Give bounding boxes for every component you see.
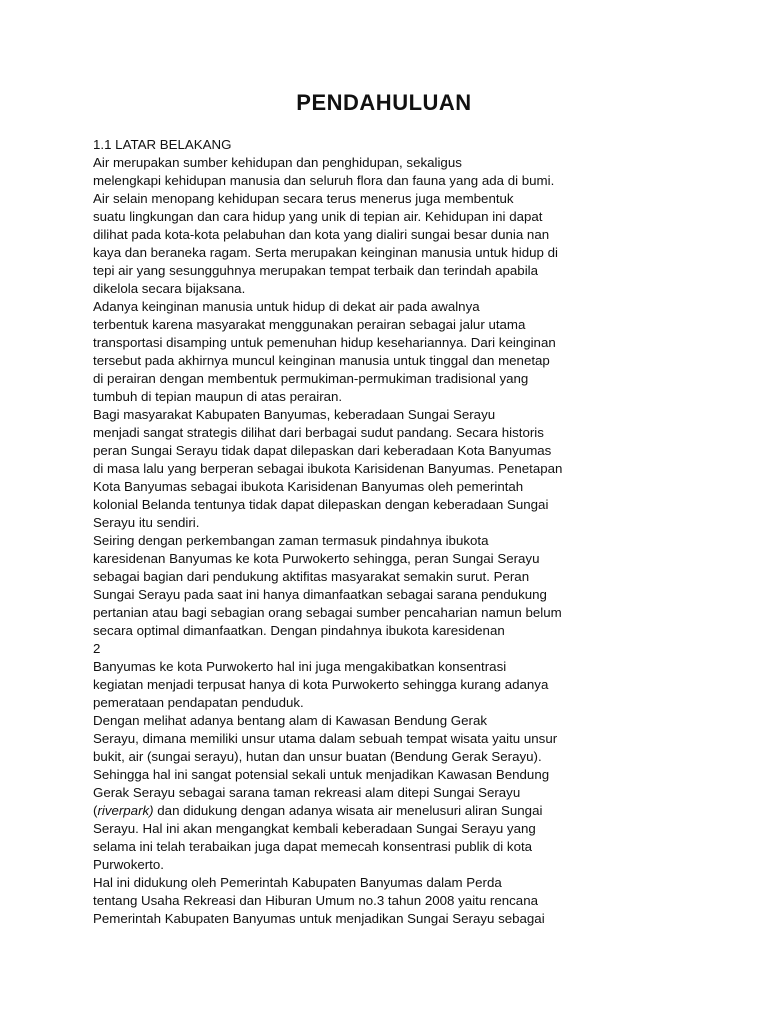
text-line: Hal ini didukung oleh Pemerintah Kabupaten Banyumas dalam Perda [93, 875, 502, 890]
line-rest: dan didukung dengan adanya wisata air menelusuri aliran Sungai [153, 803, 543, 818]
document-body [93, 136, 613, 928]
text-line [93, 802, 613, 820]
text-line: kaya dan beraneka ragam. Serta merupakan keinginan manusia untuk hidup di [93, 245, 558, 260]
text-line: di perairan dengan membentuk permukiman-permukiman tradisional yang [93, 371, 529, 386]
page-title: PENDAHULUAN [296, 90, 472, 115]
text-line: Bagi masyarakat Kabupaten Banyumas, keberadaan Sungai Serayu [93, 407, 496, 422]
text-line: selama ini telah terabaikan juga dapat memecah konsentrasi publik di kota [93, 839, 533, 854]
text-line: 2 [93, 641, 101, 656]
text-line: suatu lingkungan dan cara hidup yang unik di tepian air. Kehidupan ini dapat [93, 209, 543, 224]
text-line: menjadi sangat strategis dilihat dari berbagai sudut pandang. Secara historis [93, 425, 544, 440]
text-line: Air merupakan sumber kehidupan dan penghidupan, sekaligus [93, 155, 462, 170]
text-line: pertanian atau bagi sebagian orang sebagai sumber pencaharian namun belum [93, 605, 562, 620]
text-line: Adanya keinginan manusia untuk hidup di dekat air pada awalnya [93, 299, 480, 314]
text-line: Air selain menopang kehidupan secara terus menerus juga membentuk [93, 191, 514, 206]
text-line: tumbuh di tepian maupun di atas perairan. [93, 389, 343, 404]
riverpark-term: riverpark) [97, 803, 154, 818]
text-line: Dengan melihat adanya bentang alam di Kawasan Bendung Gerak [93, 713, 488, 728]
text-line: dilihat pada kota-kota pelabuhan dan kota yang dialiri sungai besar dunia nan [93, 227, 550, 242]
text-line: Sehingga hal ini sangat potensial sekali untuk menjadikan Kawasan Bendung [93, 767, 550, 782]
text-line: Pemerintah Kabupaten Banyumas untuk menjadikan Sungai Serayu sebagai [93, 911, 545, 926]
text-line: karesidenan Banyumas ke kota Purwokerto sehingga, peran Sungai Serayu [93, 551, 540, 566]
text-line: Sungai Serayu pada saat ini hanya dimanfaatkan sebagai sarana pendukung [93, 587, 547, 602]
text-line: transportasi disamping untuk pemenuhan hidup kesehariannya. Dari keinginan [93, 335, 556, 350]
text-line: Serayu, dimana memiliki unsur utama dalam sebuah tempat wisata yaitu unsur [93, 731, 558, 746]
text-line: bukit, air (sungai serayu), hutan dan unsur buatan (Bendung Gerak Serayu). [93, 749, 542, 764]
text-line: Kota Banyumas sebagai ibukota Karisidenan Banyumas oleh pemerintah [93, 479, 524, 494]
text-line: Banyumas ke kota Purwokerto hal ini juga mengakibatkan konsentrasi [93, 659, 507, 674]
text-line: Seiring dengan perkembangan zaman termasuk pindahnya ibukota [93, 533, 489, 548]
text-line: tentang Usaha Rekreasi dan Hiburan Umum no.3 tahun 2008 yaitu rencana [93, 893, 538, 908]
text-line: dikelola secara bijaksana. [93, 281, 246, 296]
text-line: kolonial Belanda tentunya tidak dapat dilepaskan dengan keberadaan Sungai [93, 497, 549, 512]
text-line: tepi air yang sesungguhnya merupakan tempat terbaik dan terindah apabila [93, 263, 539, 278]
section-heading: 1.1 LATAR BELAKANG [93, 137, 232, 152]
text-line: kegiatan menjadi terpusat hanya di kota Purwokerto sehingga kurang adanya [93, 677, 549, 692]
text-line: secara optimal dimanfaatkan. Dengan pindahnya ibukota karesidenan [93, 623, 505, 638]
text-line: terbentuk karena masyarakat menggunakan perairan sebagai jalur utama [93, 317, 526, 332]
text-line: tersebut pada akhirnya muncul keinginan manusia untuk tinggal dan menetap [93, 353, 550, 368]
text-line: Purwokerto. [93, 857, 164, 872]
paren-open: ( [93, 803, 98, 818]
text-line: Serayu itu sendiri. [93, 515, 200, 530]
text-line: sebagai bagian dari pendukung aktifitas masyarakat semakin surut. Peran [93, 569, 530, 584]
text-line: Serayu. Hal ini akan mengangkat kembali keberadaan Sungai Serayu yang [93, 821, 536, 836]
text-line: melengkapi kehidupan manusia dan seluruh flora dan fauna yang ada di bumi. [93, 173, 555, 188]
text-line: di masa lalu yang berperan sebagai ibukota Karisidenan Banyumas. Penetapan [93, 461, 563, 476]
text-line: pemerataan pendapatan penduduk. [93, 695, 304, 710]
text-line: peran Sungai Serayu tidak dapat dilepaskan dari keberadaan Kota Banyumas [93, 443, 552, 458]
text-line: Gerak Serayu sebagai sarana taman rekreasi alam ditepi Sungai Serayu [93, 785, 521, 800]
